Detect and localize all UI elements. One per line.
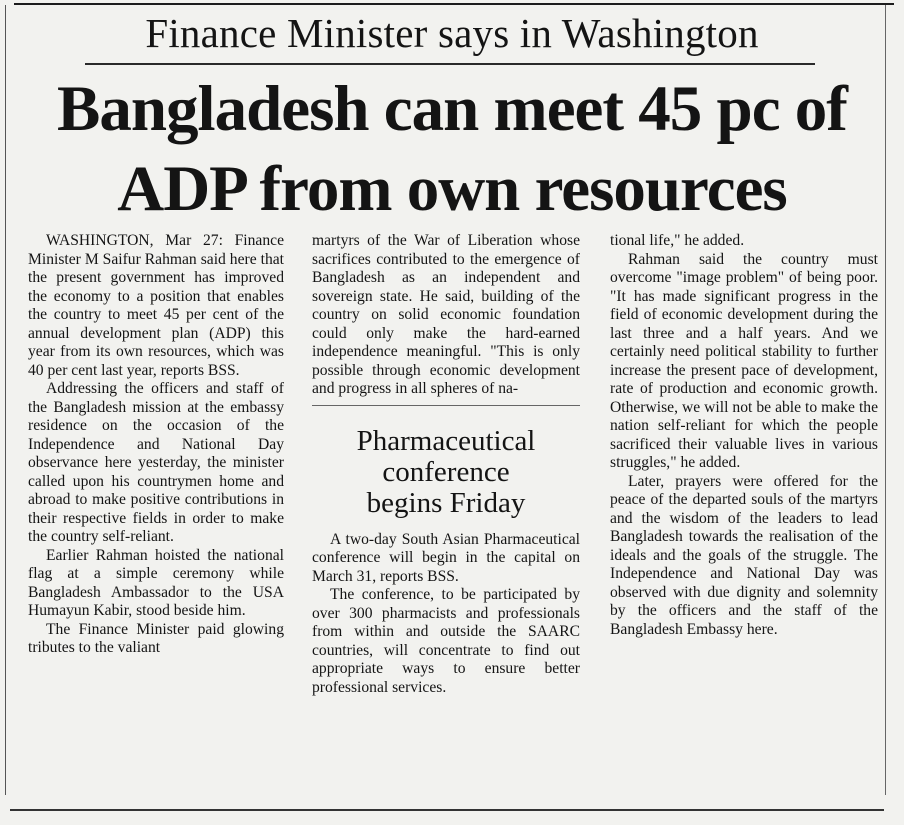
sidebar-headline-line-2: conference (382, 455, 510, 488)
sidebar-headline-line-1: Pharmaceutical (356, 424, 536, 457)
main-headline-line-1: Bangladesh can meet 45 pc of (57, 73, 847, 145)
article-column-3 (610, 232, 878, 639)
bottom-rule (10, 809, 884, 811)
top-rule (14, 3, 894, 5)
article-column-1 (28, 232, 284, 658)
body-paragraph: Earlier Rahman hoisted the national flag at a simple ceremony while Bangladesh Ambassador to the USA Humayun Kabir, stood beside him. (28, 546, 284, 619)
article-column-2 (312, 232, 580, 697)
body-paragraph: martyrs of the War of Liberation whose sacrifices contributed to the emergence of Bangladesh as an independent and sovereign state. He said, building of the country on solid economic foundation could only make the hard-earned independence meaningful. "This is only possible through economic development and progress in all spheres of na- (312, 232, 580, 397)
body-paragraph: tional life," he added. (610, 232, 745, 249)
sidebar-headline (312, 426, 580, 519)
sidebar-paragraph: The conference, to be participated by over 300 pharmacists and professionals from within and outside the SAARC countries, will concentrate to find out appropriate ways to ensure better professional services. (312, 586, 580, 696)
main-headline (0, 69, 904, 229)
dateline-paragraph: WASHINGTON, Mar 27: Finance Minister M Saifur Rahman said here that the present government has improved the economy to a position that enables the country to meet 45 per cent of the annual development plan (ADP) this year from its own resources, which was 40 per cent last year, reports BSS. (28, 232, 284, 379)
body-paragraph: Addressing the officers and staff of the Bangladesh mission at the embassy residence on the occasion of the Independence and National Day observance here yesterday, the minister called upon his countrymen home and abroad to make positive contributions in their respective fields in order to make the country self-reliant. (28, 380, 284, 545)
body-paragraph: Rahman said the country must overcome "image problem" of being poor. "It has made significant progress in the field of economic development during the last three and a half years. And we certainly need political stability to further increase the present pace of development, rate of production and economic growth. Otherwise, we will not be able to make the nation self-reliant for which the people sacrificed their valuable lives in various struggles," he added. (610, 250, 878, 471)
kicker-rule (85, 63, 815, 65)
body-paragraph: Later, prayers were offered for the peace of the departed souls of the martyrs and the wisdom of the leaders to lead Bangladesh towards the realisation of the ideals and the goals of the struggle. The Independence and National Day was observed with due dignity and solemnity by the officers and the staff of the Bangladesh Embassy here. (610, 472, 878, 638)
sidebar-headline-line-3: begins Friday (366, 486, 526, 519)
sidebar-paragraph: A two-day South Asian Pharmaceutical conference will begin in the capital on March 31, reports BSS. (312, 530, 580, 585)
main-headline-line-2: ADP from own resources (117, 153, 787, 225)
body-paragraph: The Finance Minister paid glowing tributes to the valiant (28, 620, 284, 656)
kicker-headline: Finance Minister says in Washington (145, 10, 759, 56)
story-divider (312, 405, 580, 406)
